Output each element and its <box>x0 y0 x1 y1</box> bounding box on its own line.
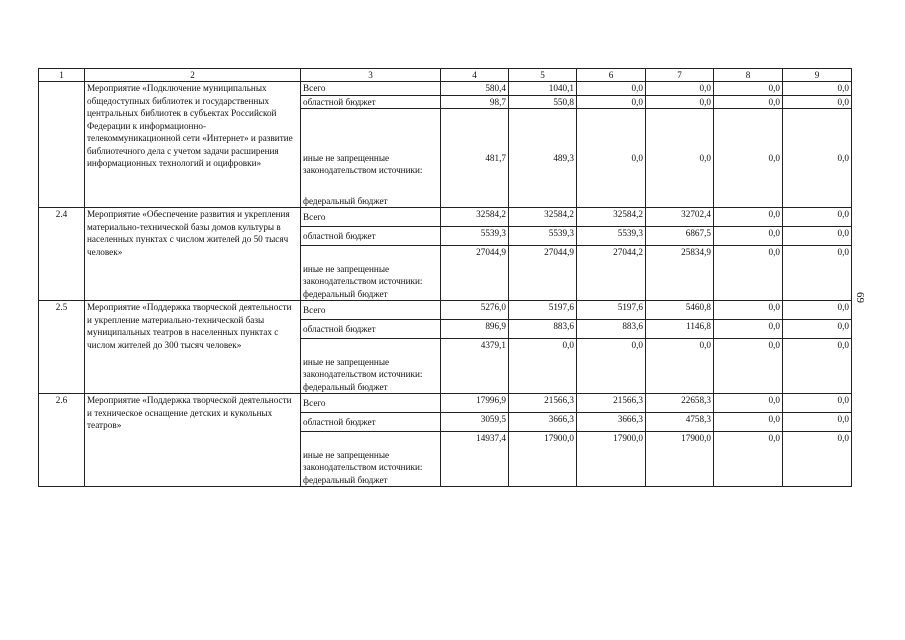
value-cell: 3666,3 <box>577 413 646 432</box>
funding-source <box>301 339 441 394</box>
value-cell: 0,0 <box>783 413 852 432</box>
value-cell: 0,0 <box>783 339 852 394</box>
table-row <box>39 208 852 227</box>
value-cell: 0,0 <box>714 208 783 227</box>
funding-source-label: федеральный бюджет <box>303 474 388 485</box>
value-cell: 14937,4 <box>441 432 509 487</box>
value-cell: 0,0 <box>577 82 646 96</box>
funding-source-label: федеральный бюджет <box>303 195 388 206</box>
budget-table <box>38 68 852 487</box>
value-cell: 1040,1 <box>509 82 577 96</box>
value-cell: 0,0 <box>646 82 714 96</box>
table-row <box>39 394 852 413</box>
value-cell: 0,0 <box>714 301 783 320</box>
value-cell: 0,0 <box>714 95 783 109</box>
page-number: 69 <box>854 292 866 303</box>
value-cell: 0,0 <box>783 208 852 227</box>
value-cell: 32584,2 <box>509 208 577 227</box>
item-number: 2.4 <box>39 208 85 301</box>
funding-source: Всего <box>301 394 441 413</box>
header-cell: 7 <box>646 69 714 82</box>
value-cell: 0,0 <box>714 339 783 394</box>
value-cell: 0,0 <box>646 95 714 109</box>
funding-source: областной бюджет <box>301 320 441 339</box>
funding-source-label: федеральный бюджет <box>303 288 388 299</box>
value-cell: 0,0 <box>783 109 852 208</box>
funding-source-note: иные не запрещенные законодательством источники: <box>303 152 423 175</box>
table-row <box>39 82 852 96</box>
item-number: 2.5 <box>39 301 85 394</box>
funding-source: областной бюджет <box>301 95 441 109</box>
item-title: Мероприятие «Поддержка творческой деятельности и укрепление материально-технической базы муниципальных театров в населенных пунктах с числом жителей до 300 тысяч человек» <box>85 301 301 394</box>
header-cell: 1 <box>39 69 85 82</box>
value-cell: 21566,3 <box>577 394 646 413</box>
value-cell: 0,0 <box>714 413 783 432</box>
value-cell: 0,0 <box>783 82 852 96</box>
item-title: Мероприятие «Поддержка творческой деятельности и техническое оснащение детских и кукольных театров» <box>85 394 301 487</box>
value-cell: 0,0 <box>646 339 714 394</box>
value-cell: 0,0 <box>714 109 783 208</box>
value-cell: 489,3 <box>509 109 577 208</box>
value-cell: 0,0 <box>714 82 783 96</box>
value-cell: 1146,8 <box>646 320 714 339</box>
value-cell: 3666,3 <box>509 413 577 432</box>
funding-source <box>301 109 441 208</box>
funding-source: Всего <box>301 208 441 227</box>
header-cell: 4 <box>441 69 509 82</box>
funding-source-note: иные не запрещенные законодательством источники: <box>303 356 423 379</box>
value-cell: 5539,3 <box>509 227 577 246</box>
funding-source-label: федеральный бюджет <box>303 381 388 392</box>
value-cell: 22658,3 <box>646 394 714 413</box>
value-cell: 0,0 <box>783 246 852 301</box>
value-cell: 0,0 <box>714 432 783 487</box>
funding-source: Всего <box>301 82 441 96</box>
value-cell: 27044,9 <box>509 246 577 301</box>
value-cell: 3059,5 <box>441 413 509 432</box>
value-cell: 883,6 <box>577 320 646 339</box>
item-number <box>39 82 85 208</box>
funding-source-note: иные не запрещенные законодательством источники: <box>303 263 423 286</box>
funding-source-note: иные не запрещенные законодательством источники: <box>303 449 423 472</box>
value-cell: 550,8 <box>509 95 577 109</box>
value-cell: 17900,0 <box>646 432 714 487</box>
value-cell: 17900,0 <box>577 432 646 487</box>
value-cell: 0,0 <box>783 394 852 413</box>
funding-source: областной бюджет <box>301 413 441 432</box>
header-cell: 8 <box>714 69 783 82</box>
funding-source: Всего <box>301 301 441 320</box>
value-cell: 25834,9 <box>646 246 714 301</box>
value-cell: 17900,0 <box>509 432 577 487</box>
value-cell: 0,0 <box>577 109 646 208</box>
header-cell: 6 <box>577 69 646 82</box>
item-number: 2.6 <box>39 394 85 487</box>
value-cell: 5197,6 <box>509 301 577 320</box>
value-cell: 0,0 <box>714 227 783 246</box>
value-cell: 32702,4 <box>646 208 714 227</box>
value-cell: 0,0 <box>577 339 646 394</box>
value-cell: 0,0 <box>714 246 783 301</box>
header-cell: 3 <box>301 69 441 82</box>
value-cell: 98,7 <box>441 95 509 109</box>
value-cell: 580,4 <box>441 82 509 96</box>
value-cell: 5539,3 <box>441 227 509 246</box>
value-cell: 27044,9 <box>441 246 509 301</box>
value-cell: 4758,3 <box>646 413 714 432</box>
value-cell: 883,6 <box>509 320 577 339</box>
value-cell: 0,0 <box>783 95 852 109</box>
value-cell: 0,0 <box>783 301 852 320</box>
value-cell: 0,0 <box>577 95 646 109</box>
value-cell: 0,0 <box>783 227 852 246</box>
header-cell: 5 <box>509 69 577 82</box>
value-cell: 17996,9 <box>441 394 509 413</box>
header-row <box>39 69 852 82</box>
value-cell: 0,0 <box>714 320 783 339</box>
value-cell: 896,9 <box>441 320 509 339</box>
table-body <box>39 69 852 487</box>
value-cell: 21566,3 <box>509 394 577 413</box>
value-cell: 5197,6 <box>577 301 646 320</box>
value-cell: 481,7 <box>441 109 509 208</box>
value-cell: 32584,2 <box>441 208 509 227</box>
value-cell: 4379,1 <box>441 339 509 394</box>
value-cell: 0,0 <box>783 432 852 487</box>
item-title: Мероприятие «Подключение муниципальных общедоступных библиотек и государственных центральных библиотек в субъектах Российской Федерации к информационно-телекоммуникационной сети «Интернет» и развитие библиотечного дела с учетом задачи расширения информационных технологий и оцифровки» <box>85 82 301 208</box>
value-cell: 27044,2 <box>577 246 646 301</box>
table-row <box>39 301 852 320</box>
value-cell: 6867,5 <box>646 227 714 246</box>
header-cell: 2 <box>85 69 301 82</box>
value-cell: 5460,8 <box>646 301 714 320</box>
funding-source <box>301 246 441 301</box>
value-cell: 0,0 <box>509 339 577 394</box>
item-title: Мероприятие «Обеспечение развития и укрепления материально-технической базы домов культуры в населенных пунктах с числом жителей до 50 тысяч человек» <box>85 208 301 301</box>
funding-source <box>301 432 441 487</box>
funding-source: областной бюджет <box>301 227 441 246</box>
value-cell: 0,0 <box>646 109 714 208</box>
value-cell: 5276,0 <box>441 301 509 320</box>
value-cell: 5539,3 <box>577 227 646 246</box>
value-cell: 0,0 <box>783 320 852 339</box>
value-cell: 0,0 <box>714 394 783 413</box>
header-cell: 9 <box>783 69 852 82</box>
value-cell: 32584,2 <box>577 208 646 227</box>
